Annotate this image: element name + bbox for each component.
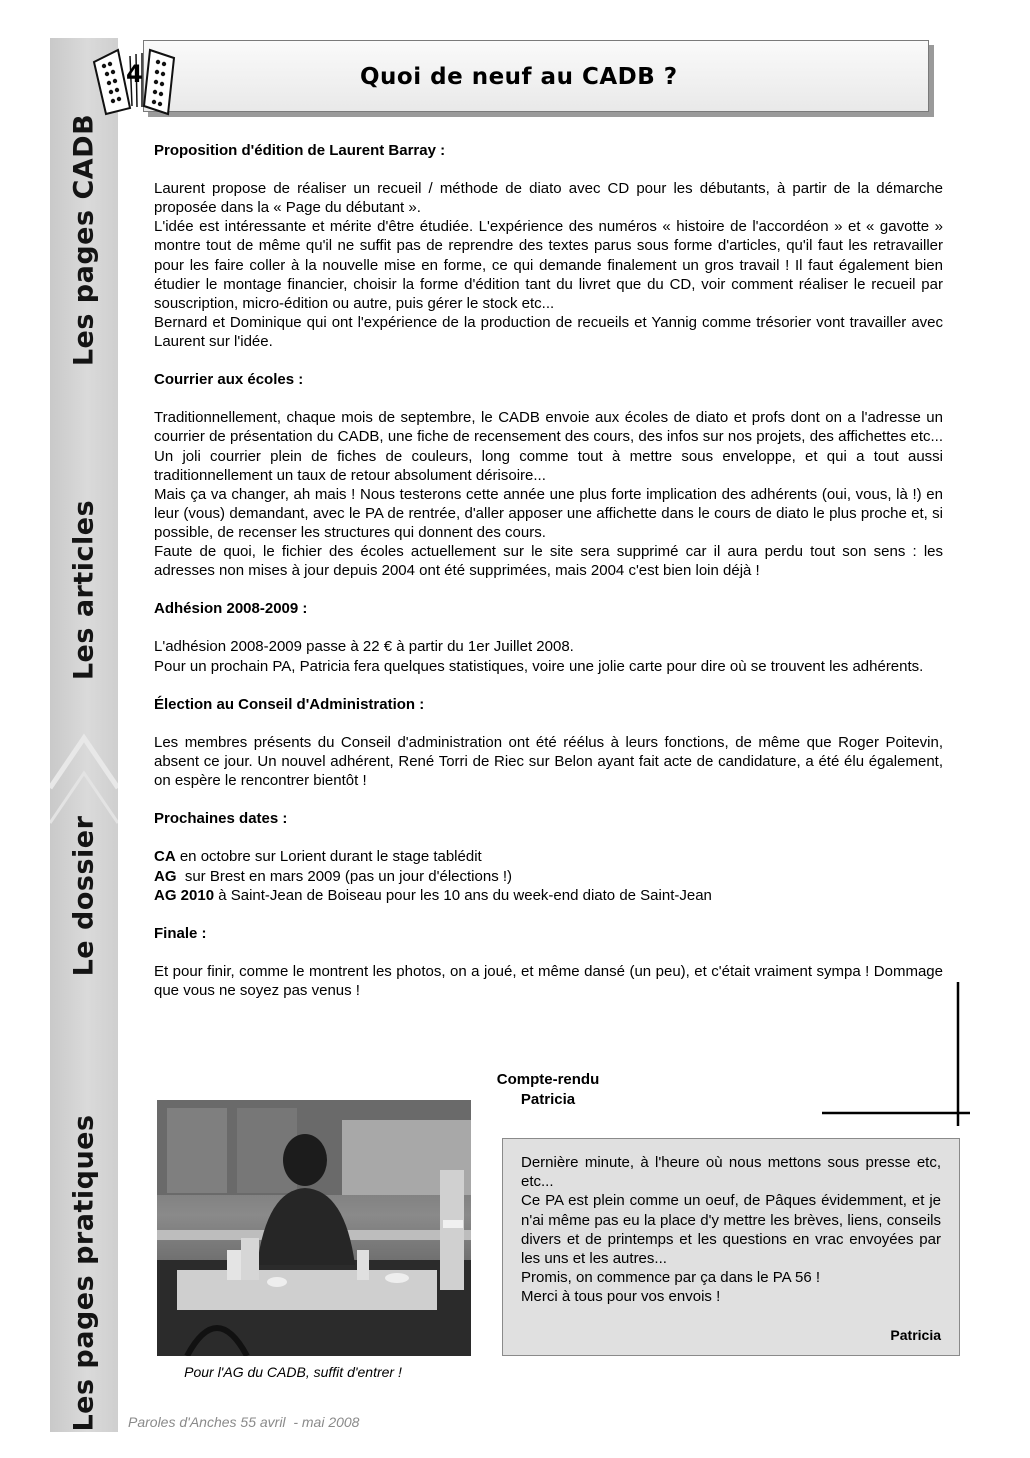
paragraph: L'adhésion 2008-2009 passe à 22 € à partir du 1er Juillet 2008. bbox=[154, 638, 574, 656]
article-body bbox=[154, 141, 943, 1000]
note-line: Promis, on commence par ça dans le PA 56 ! bbox=[521, 1269, 821, 1287]
page-number: 4 bbox=[126, 60, 143, 88]
paragraph: Traditionnellement, chaque mois de septembre, le CADB envoie aux écoles de diato et profs dont on a l'adresse un courrier de présentation du CADB, une fiche de recensement des cours, des infos sur nos projets, des affichettes etc... Un joli courrier plein de fiches de couleurs, long comme tout à mettre sous enveloppe, et qui a tout aussi traditionnellement un taux de retour absolument dérisoire... bbox=[154, 409, 943, 484]
photo-caption: Pour l'AG du CADB, suffit d'entrer ! bbox=[184, 1364, 402, 1380]
sidebar-label-pages-cadb: Les pages CADB bbox=[68, 113, 100, 367]
page-title: Quoi de neuf au CADB ? bbox=[360, 64, 678, 90]
note-line: Dernière minute, à l'heure où nous mettons sous presse etc, etc... bbox=[521, 1154, 941, 1191]
section-heading-dates: Prochaines dates : bbox=[154, 810, 288, 828]
section-heading-edition: Proposition d'édition de Laurent Barray : bbox=[154, 142, 446, 159]
paragraph: Les membres présents du Conseil d'administration ont été réélus à leurs fonctions, de même que Roger Poitevin, absent ce jour. Un nouvel adhérent, René Torri de Riec sur Belon ayant fait acte de candidature, a été élu également, on espère le rencontrer bientôt ! bbox=[154, 733, 943, 790]
note-line: Merci à tous pour vos envois ! bbox=[521, 1288, 721, 1306]
sidebar-label-articles: Les articles bbox=[68, 499, 100, 681]
section-heading-finale: Finale : bbox=[154, 924, 207, 942]
section-heading-adhesion: Adhésion 2008-2009 : bbox=[154, 600, 308, 618]
paragraph: Faute de quoi, le fichier des écoles actuellement sur le site sera supprimé car il aura perdu tout son sens : les adresses non mises à jour depuis 2004 ont été supprimées, mais 2004 c'est bien loin déjà ! bbox=[154, 542, 943, 580]
paragraph: Mais ça va changer, ah mais ! Nous testerons cette année une plus forte implication des adhérents (oui, vous, là !) en leur (vous) demandant, avec le PA de rentrée, d'aller apposer une affichette dans le cours de diato le plus proche et, si possible, de recenser les structures qui donnent des cours. bbox=[154, 485, 943, 541]
paragraph: Laurent propose de réaliser un recueil / méthode de diato avec CD pour les débutants, à partir de la démarche proposée dans la « Page du débutant ». bbox=[154, 180, 943, 217]
date-item: AG 2010 à Saint-Jean de Boiseau pour les 10 ans du week-end diato de Saint-Jean bbox=[154, 886, 712, 904]
crop-mark bbox=[820, 980, 970, 1130]
paragraph: Pour un prochain PA, Patricia fera quelques statistiques, voire une jolie carte pour dire où se trouvent les adhérents. bbox=[154, 657, 924, 675]
report-signature: Compte-rendu Patricia bbox=[496, 1071, 600, 1108]
date-item: CA en octobre sur Lorient durant le stage tablédit bbox=[154, 848, 482, 866]
page-footer: Paroles d'Anches 55 avril - mai 2008 bbox=[128, 1414, 360, 1430]
sidebar-label-pages-pratiques: Les pages pratiques bbox=[68, 1114, 100, 1432]
section-heading-election: Élection au Conseil d'Administration : bbox=[154, 695, 425, 713]
photo-meeting bbox=[157, 1100, 471, 1356]
note-line: Ce PA est plein comme un oeuf, de Pâques évidemment, et je n'ai même pas eu la place d'y mettre les brèves, liens, conseils divers et de printemps et les questions en vrac envoyées par les uns et les autres... bbox=[521, 1192, 941, 1268]
paragraph: L'idée est intéressante et mérite d'être étudiée. L'expérience des numéros « histoire de l'accordéon » et « gavotte » montre tout de même qu'il ne suffit pas de reprendre des textes parus sous forme d'articles, qu'il faut les retravailler pour les faire coller à la nouvelle mise en forme, ce qui demande finalement un gros travail ! Il faut également bien étudier le montage financier, choisir la forme d'édition tant du livret que du CD, voir comment réaliser le recueil par souscription, micro-édition ou autre, puis gérer le stock etc... bbox=[154, 218, 943, 312]
paragraph: Et pour finir, comme le montrent les photos, on a joué, et même dansé (un peu), et c'était vraiment sympa ! Dommage que vous ne soyez pas venus ! bbox=[154, 963, 943, 1000]
date-item: AG sur Brest en mars 2009 (pas un jour d'élections !) bbox=[154, 867, 513, 885]
paragraph: Bernard et Dominique qui ont l'expérience de la production de recueils et Yannig comme trésorier vont travailler avec Laurent sur l'idée. bbox=[154, 313, 943, 350]
section-sidebar bbox=[50, 38, 118, 1432]
last-minute-note bbox=[502, 1138, 960, 1356]
sidebar-label-dossier: Le dossier bbox=[68, 815, 100, 977]
note-signature: Patricia bbox=[890, 1327, 941, 1343]
section-heading-courrier: Courrier aux écoles : bbox=[154, 371, 304, 389]
